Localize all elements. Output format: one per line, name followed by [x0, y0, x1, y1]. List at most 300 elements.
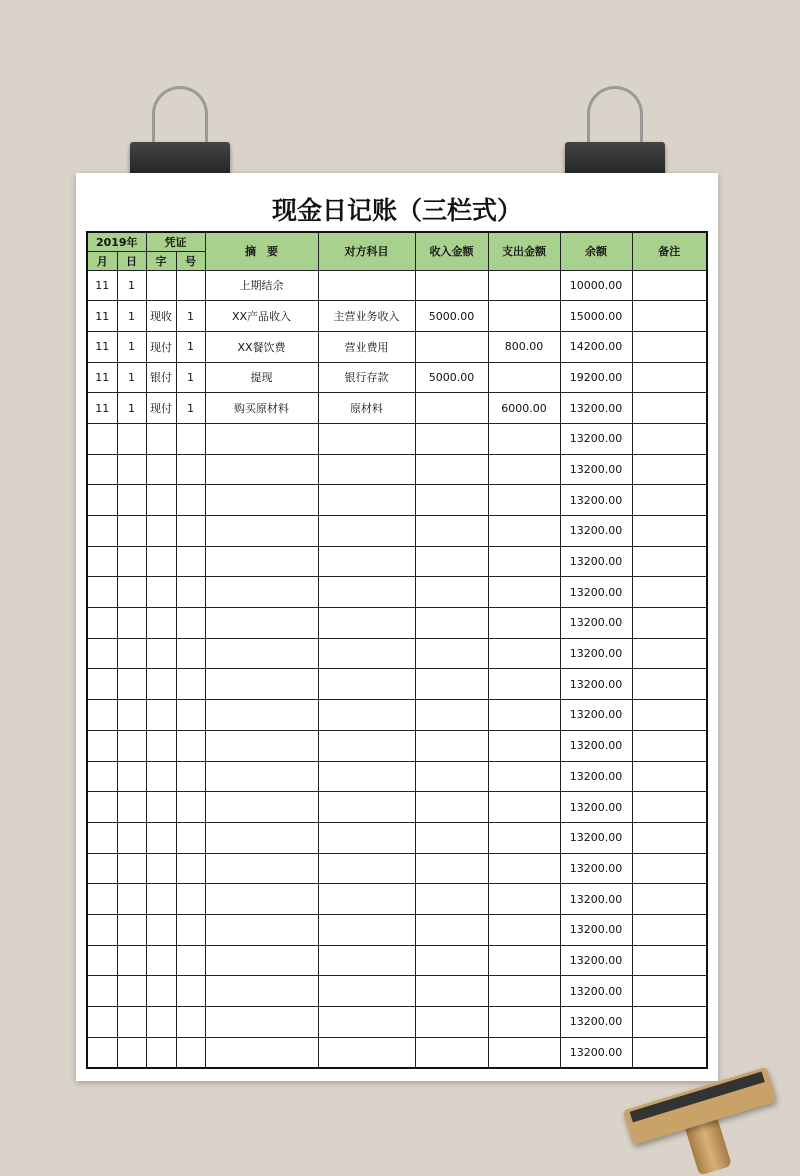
account-cell[interactable]	[318, 546, 415, 577]
voucher-no-cell[interactable]	[176, 669, 205, 700]
expense-cell[interactable]	[488, 700, 560, 731]
summary-cell[interactable]	[205, 485, 318, 516]
voucher-no-cell[interactable]: 1	[176, 362, 205, 393]
expense-cell[interactable]	[488, 945, 560, 976]
day-cell[interactable]	[117, 608, 146, 639]
voucher-no-cell[interactable]: 1	[176, 331, 205, 362]
income-cell[interactable]	[415, 331, 488, 362]
voucher-type-cell[interactable]	[146, 669, 176, 700]
expense-cell[interactable]	[488, 792, 560, 823]
balance-cell[interactable]: 13200.00	[560, 976, 632, 1007]
income-cell[interactable]	[415, 669, 488, 700]
summary-cell[interactable]	[205, 976, 318, 1007]
voucher-type-cell[interactable]	[146, 546, 176, 577]
balance-cell[interactable]: 13200.00	[560, 454, 632, 485]
expense-cell[interactable]	[488, 822, 560, 853]
voucher-type-cell[interactable]	[146, 822, 176, 853]
voucher-no-cell[interactable]	[176, 822, 205, 853]
voucher-type-cell[interactable]: 银付	[146, 362, 176, 393]
day-cell[interactable]: 1	[117, 393, 146, 424]
month-cell[interactable]	[87, 700, 117, 731]
summary-cell[interactable]	[205, 577, 318, 608]
table-row	[87, 730, 707, 761]
summary-cell[interactable]: 提现	[205, 362, 318, 393]
balance-cell[interactable]: 19200.00	[560, 362, 632, 393]
remark-cell[interactable]	[632, 730, 707, 761]
balance-header: 余额	[560, 232, 632, 270]
table-row	[87, 822, 707, 853]
balance-cell[interactable]: 13200.00	[560, 730, 632, 761]
balance-cell[interactable]: 13200.00	[560, 792, 632, 823]
table-row	[87, 270, 707, 301]
balance-cell[interactable]: 13200.00	[560, 669, 632, 700]
remark-cell[interactable]	[632, 792, 707, 823]
expense-cell[interactable]	[488, 1037, 560, 1068]
balance-cell[interactable]: 13200.00	[560, 485, 632, 516]
table-row	[87, 761, 707, 792]
voucher-no-cell[interactable]	[176, 976, 205, 1007]
summary-cell[interactable]	[205, 669, 318, 700]
expense-cell[interactable]	[488, 853, 560, 884]
income-cell[interactable]	[415, 638, 488, 669]
remark-cell[interactable]	[632, 669, 707, 700]
remark-cell[interactable]	[632, 853, 707, 884]
voucher-no-header: 号	[176, 251, 205, 270]
balance-cell[interactable]: 13200.00	[560, 853, 632, 884]
balance-cell[interactable]: 13200.00	[560, 914, 632, 945]
account-cell[interactable]	[318, 853, 415, 884]
voucher-type-cell[interactable]	[146, 485, 176, 516]
voucher-type-cell[interactable]	[146, 761, 176, 792]
month-cell[interactable]	[87, 669, 117, 700]
voucher-type-cell[interactable]	[146, 730, 176, 761]
voucher-no-cell[interactable]	[176, 638, 205, 669]
voucher-no-cell[interactable]	[176, 792, 205, 823]
remark-cell[interactable]	[632, 577, 707, 608]
income-cell[interactable]: 5000.00	[415, 301, 488, 332]
table-row	[87, 792, 707, 823]
cash-journal-table	[86, 231, 708, 1069]
expense-cell[interactable]	[488, 669, 560, 700]
summary-cell[interactable]	[205, 454, 318, 485]
balance-cell[interactable]: 13200.00	[560, 1037, 632, 1068]
voucher-no-cell[interactable]	[176, 546, 205, 577]
balance-cell[interactable]: 13200.00	[560, 822, 632, 853]
voucher-type-cell[interactable]: 现收	[146, 301, 176, 332]
voucher-no-cell[interactable]: 1	[176, 301, 205, 332]
ledger-sheet	[76, 173, 718, 1081]
table-row	[87, 700, 707, 731]
remark-cell[interactable]	[632, 546, 707, 577]
balance-cell[interactable]: 13200.00	[560, 1007, 632, 1038]
account-cell[interactable]	[318, 700, 415, 731]
account-cell[interactable]	[318, 608, 415, 639]
expense-cell[interactable]	[488, 884, 560, 915]
expense-cell[interactable]: 6000.00	[488, 393, 560, 424]
voucher-type-cell[interactable]	[146, 1037, 176, 1068]
remark-cell[interactable]	[632, 1037, 707, 1068]
table-row	[87, 423, 707, 454]
month-cell[interactable]	[87, 516, 117, 547]
account-cell[interactable]: 营业费用	[318, 331, 415, 362]
summary-cell[interactable]	[205, 730, 318, 761]
remark-cell[interactable]	[632, 485, 707, 516]
income-cell[interactable]	[415, 485, 488, 516]
summary-header: 摘 要	[205, 232, 318, 270]
expense-cell[interactable]	[488, 1007, 560, 1038]
month-cell[interactable]: 11	[87, 270, 117, 301]
remark-cell[interactable]	[632, 761, 707, 792]
day-cell[interactable]	[117, 945, 146, 976]
day-cell[interactable]: 1	[117, 270, 146, 301]
day-cell[interactable]	[117, 454, 146, 485]
voucher-type-cell[interactable]	[146, 638, 176, 669]
account-cell[interactable]	[318, 516, 415, 547]
income-cell[interactable]	[415, 700, 488, 731]
income-cell[interactable]	[415, 1037, 488, 1068]
page-title: 现金日记账（三栏式）	[271, 196, 522, 225]
table-row	[87, 669, 707, 700]
table-row	[87, 853, 707, 884]
voucher-type-cell[interactable]	[146, 1007, 176, 1038]
balance-cell[interactable]: 13200.00	[560, 638, 632, 669]
month-cell[interactable]: 11	[87, 331, 117, 362]
voucher-no-cell[interactable]	[176, 454, 205, 485]
balance-cell[interactable]: 13200.00	[560, 761, 632, 792]
summary-cell[interactable]	[205, 914, 318, 945]
income-cell[interactable]	[415, 976, 488, 1007]
expense-cell[interactable]	[488, 270, 560, 301]
day-cell[interactable]	[117, 546, 146, 577]
voucher-no-cell[interactable]	[176, 270, 205, 301]
summary-cell[interactable]	[205, 423, 318, 454]
voucher-no-cell[interactable]	[176, 761, 205, 792]
summary-cell[interactable]: XX产品收入	[205, 301, 318, 332]
balance-cell[interactable]: 13200.00	[560, 393, 632, 424]
summary-cell[interactable]	[205, 516, 318, 547]
account-cell[interactable]	[318, 454, 415, 485]
expense-cell[interactable]	[488, 546, 560, 577]
month-cell[interactable]	[87, 976, 117, 1007]
day-cell[interactable]	[117, 669, 146, 700]
account-cell[interactable]	[318, 914, 415, 945]
year-header: 2019年	[87, 232, 146, 251]
expense-cell[interactable]	[488, 362, 560, 393]
voucher-no-cell[interactable]	[176, 1007, 205, 1038]
day-cell[interactable]	[117, 516, 146, 547]
voucher-type-cell[interactable]	[146, 853, 176, 884]
income-cell[interactable]	[415, 546, 488, 577]
income-cell[interactable]	[415, 730, 488, 761]
voucher-no-cell[interactable]	[176, 853, 205, 884]
day-cell[interactable]	[117, 976, 146, 1007]
day-cell[interactable]	[117, 884, 146, 915]
remark-cell[interactable]	[632, 608, 707, 639]
month-cell[interactable]	[87, 730, 117, 761]
voucher-no-cell[interactable]	[176, 884, 205, 915]
summary-cell[interactable]	[205, 638, 318, 669]
income-cell[interactable]	[415, 792, 488, 823]
month-cell[interactable]	[87, 884, 117, 915]
day-cell[interactable]: 1	[117, 362, 146, 393]
account-cell[interactable]	[318, 485, 415, 516]
summary-cell[interactable]	[205, 822, 318, 853]
voucher-type-cell[interactable]	[146, 608, 176, 639]
remark-cell[interactable]	[632, 423, 707, 454]
remark-cell[interactable]	[632, 454, 707, 485]
balance-cell[interactable]: 13200.00	[560, 700, 632, 731]
income-cell[interactable]	[415, 423, 488, 454]
summary-cell[interactable]	[205, 761, 318, 792]
account-cell[interactable]	[318, 577, 415, 608]
remark-cell[interactable]	[632, 301, 707, 332]
day-cell[interactable]: 1	[117, 301, 146, 332]
voucher-no-cell[interactable]	[176, 700, 205, 731]
table-row	[87, 362, 707, 393]
voucher-type-cell[interactable]	[146, 976, 176, 1007]
voucher-header: 凭证	[146, 232, 205, 251]
month-cell[interactable]	[87, 1007, 117, 1038]
table-row	[87, 914, 707, 945]
remark-cell[interactable]	[632, 638, 707, 669]
income-cell[interactable]	[415, 516, 488, 547]
voucher-no-cell[interactable]	[176, 608, 205, 639]
month-cell[interactable]	[87, 792, 117, 823]
day-cell[interactable]: 1	[117, 331, 146, 362]
voucher-type-cell[interactable]	[146, 700, 176, 731]
month-cell[interactable]	[87, 914, 117, 945]
voucher-no-cell[interactable]	[176, 730, 205, 761]
account-cell[interactable]	[318, 270, 415, 301]
balance-cell[interactable]: 13200.00	[560, 945, 632, 976]
day-cell[interactable]	[117, 700, 146, 731]
table-row	[87, 454, 707, 485]
income-cell[interactable]	[415, 1007, 488, 1038]
balance-cell[interactable]: 14200.00	[560, 331, 632, 362]
remark-cell[interactable]	[632, 914, 707, 945]
table-row	[87, 301, 707, 332]
income-cell[interactable]	[415, 914, 488, 945]
table-row	[87, 1037, 707, 1068]
day-cell[interactable]	[117, 822, 146, 853]
account-cell[interactable]	[318, 669, 415, 700]
summary-cell[interactable]	[205, 884, 318, 915]
voucher-type-cell[interactable]	[146, 792, 176, 823]
expense-cell[interactable]	[488, 516, 560, 547]
voucher-no-cell[interactable]	[176, 423, 205, 454]
month-cell[interactable]	[87, 945, 117, 976]
voucher-type-cell[interactable]	[146, 914, 176, 945]
income-header: 收入金额	[415, 232, 488, 270]
summary-cell[interactable]	[205, 1007, 318, 1038]
day-cell[interactable]	[117, 485, 146, 516]
account-cell[interactable]	[318, 761, 415, 792]
month-cell[interactable]	[87, 546, 117, 577]
remark-cell[interactable]	[632, 270, 707, 301]
balance-cell[interactable]: 13200.00	[560, 516, 632, 547]
summary-cell[interactable]	[205, 853, 318, 884]
voucher-no-cell[interactable]	[176, 516, 205, 547]
account-cell[interactable]: 银行存款	[318, 362, 415, 393]
remark-cell[interactable]	[632, 976, 707, 1007]
voucher-no-cell[interactable]	[176, 577, 205, 608]
day-cell[interactable]	[117, 577, 146, 608]
month-cell[interactable]	[87, 822, 117, 853]
month-cell[interactable]	[87, 485, 117, 516]
month-cell[interactable]: 11	[87, 393, 117, 424]
account-cell[interactable]	[318, 822, 415, 853]
remark-cell[interactable]	[632, 331, 707, 362]
account-cell[interactable]	[318, 1007, 415, 1038]
expense-cell[interactable]	[488, 914, 560, 945]
income-cell[interactable]	[415, 608, 488, 639]
remark-header: 备注	[632, 232, 707, 270]
month-cell[interactable]	[87, 423, 117, 454]
balance-cell[interactable]: 10000.00	[560, 270, 632, 301]
month-cell[interactable]	[87, 608, 117, 639]
account-cell[interactable]: 原材料	[318, 393, 415, 424]
account-cell[interactable]	[318, 884, 415, 915]
table-row	[87, 884, 707, 915]
income-cell[interactable]	[415, 945, 488, 976]
voucher-type-cell[interactable]	[146, 270, 176, 301]
month-header: 月	[87, 251, 117, 270]
month-cell[interactable]	[87, 1037, 117, 1068]
table-row	[87, 331, 707, 362]
account-cell[interactable]	[318, 1037, 415, 1068]
table-row	[87, 393, 707, 424]
income-cell[interactable]	[415, 822, 488, 853]
expense-cell[interactable]	[488, 301, 560, 332]
income-cell[interactable]: 5000.00	[415, 362, 488, 393]
day-cell[interactable]	[117, 730, 146, 761]
voucher-no-cell[interactable]	[176, 1037, 205, 1068]
summary-cell[interactable]	[205, 546, 318, 577]
voucher-type-cell[interactable]	[146, 516, 176, 547]
day-cell[interactable]	[117, 638, 146, 669]
day-cell[interactable]	[117, 914, 146, 945]
voucher-no-cell[interactable]	[176, 914, 205, 945]
expense-cell[interactable]	[488, 638, 560, 669]
month-cell[interactable]	[87, 577, 117, 608]
month-cell[interactable]	[87, 638, 117, 669]
day-cell[interactable]	[117, 1007, 146, 1038]
balance-cell[interactable]: 13200.00	[560, 608, 632, 639]
income-cell[interactable]	[415, 884, 488, 915]
voucher-no-cell[interactable]	[176, 485, 205, 516]
voucher-type-cell[interactable]	[146, 454, 176, 485]
voucher-type-cell[interactable]: 现付	[146, 331, 176, 362]
income-cell[interactable]	[415, 853, 488, 884]
summary-cell[interactable]	[205, 1037, 318, 1068]
remark-cell[interactable]	[632, 884, 707, 915]
income-cell[interactable]	[415, 454, 488, 485]
summary-cell[interactable]: XX餐饮费	[205, 331, 318, 362]
table-row	[87, 485, 707, 516]
remark-cell[interactable]	[632, 393, 707, 424]
remark-cell[interactable]	[632, 1007, 707, 1038]
account-header: 对方科目	[318, 232, 415, 270]
account-cell[interactable]: 主营业务收入	[318, 301, 415, 332]
day-cell[interactable]	[117, 761, 146, 792]
balance-cell[interactable]: 13200.00	[560, 884, 632, 915]
balance-cell[interactable]: 13200.00	[560, 423, 632, 454]
account-cell[interactable]	[318, 945, 415, 976]
summary-cell[interactable]	[205, 700, 318, 731]
day-cell[interactable]	[117, 853, 146, 884]
voucher-type-cell[interactable]	[146, 884, 176, 915]
voucher-type-cell[interactable]: 现付	[146, 393, 176, 424]
income-cell[interactable]	[415, 761, 488, 792]
expense-cell[interactable]	[488, 577, 560, 608]
expense-cell[interactable]	[488, 423, 560, 454]
table-row	[87, 608, 707, 639]
expense-cell[interactable]	[488, 761, 560, 792]
voucher-type-cell[interactable]	[146, 577, 176, 608]
summary-cell[interactable]	[205, 608, 318, 639]
day-header: 日	[117, 251, 146, 270]
month-cell[interactable]: 11	[87, 362, 117, 393]
voucher-type-cell[interactable]	[146, 945, 176, 976]
expense-cell[interactable]	[488, 976, 560, 1007]
voucher-no-cell[interactable]: 1	[176, 393, 205, 424]
remark-cell[interactable]	[632, 516, 707, 547]
table-row	[87, 976, 707, 1007]
remark-cell[interactable]	[632, 945, 707, 976]
table-row	[87, 945, 707, 976]
summary-cell[interactable]	[205, 945, 318, 976]
expense-header: 支出金额	[488, 232, 560, 270]
table-row	[87, 577, 707, 608]
table-row	[87, 1007, 707, 1038]
summary-cell[interactable]: 购买原材料	[205, 393, 318, 424]
income-cell[interactable]	[415, 270, 488, 301]
voucher-no-cell[interactable]	[176, 945, 205, 976]
summary-cell[interactable]	[205, 792, 318, 823]
expense-cell[interactable]	[488, 485, 560, 516]
account-cell[interactable]	[318, 423, 415, 454]
month-cell[interactable]: 11	[87, 301, 117, 332]
month-cell[interactable]	[87, 853, 117, 884]
day-cell[interactable]	[117, 792, 146, 823]
account-cell[interactable]	[318, 730, 415, 761]
summary-cell[interactable]: 上期结余	[205, 270, 318, 301]
account-cell[interactable]	[318, 792, 415, 823]
voucher-type-header: 字	[146, 251, 176, 270]
income-cell[interactable]	[415, 577, 488, 608]
account-cell[interactable]	[318, 976, 415, 1007]
account-cell[interactable]	[318, 638, 415, 669]
balance-cell[interactable]: 13200.00	[560, 577, 632, 608]
voucher-type-cell[interactable]	[146, 423, 176, 454]
day-cell[interactable]	[117, 1037, 146, 1068]
month-cell[interactable]	[87, 761, 117, 792]
balance-cell[interactable]: 15000.00	[560, 301, 632, 332]
month-cell[interactable]	[87, 454, 117, 485]
table-row	[87, 638, 707, 669]
table-row	[87, 546, 707, 577]
expense-cell[interactable]	[488, 608, 560, 639]
balance-cell[interactable]: 13200.00	[560, 546, 632, 577]
remark-cell[interactable]	[632, 700, 707, 731]
expense-cell[interactable]: 800.00	[488, 331, 560, 362]
remark-cell[interactable]	[632, 362, 707, 393]
expense-cell[interactable]	[488, 730, 560, 761]
expense-cell[interactable]	[488, 454, 560, 485]
income-cell[interactable]	[415, 393, 488, 424]
day-cell[interactable]	[117, 423, 146, 454]
remark-cell[interactable]	[632, 822, 707, 853]
